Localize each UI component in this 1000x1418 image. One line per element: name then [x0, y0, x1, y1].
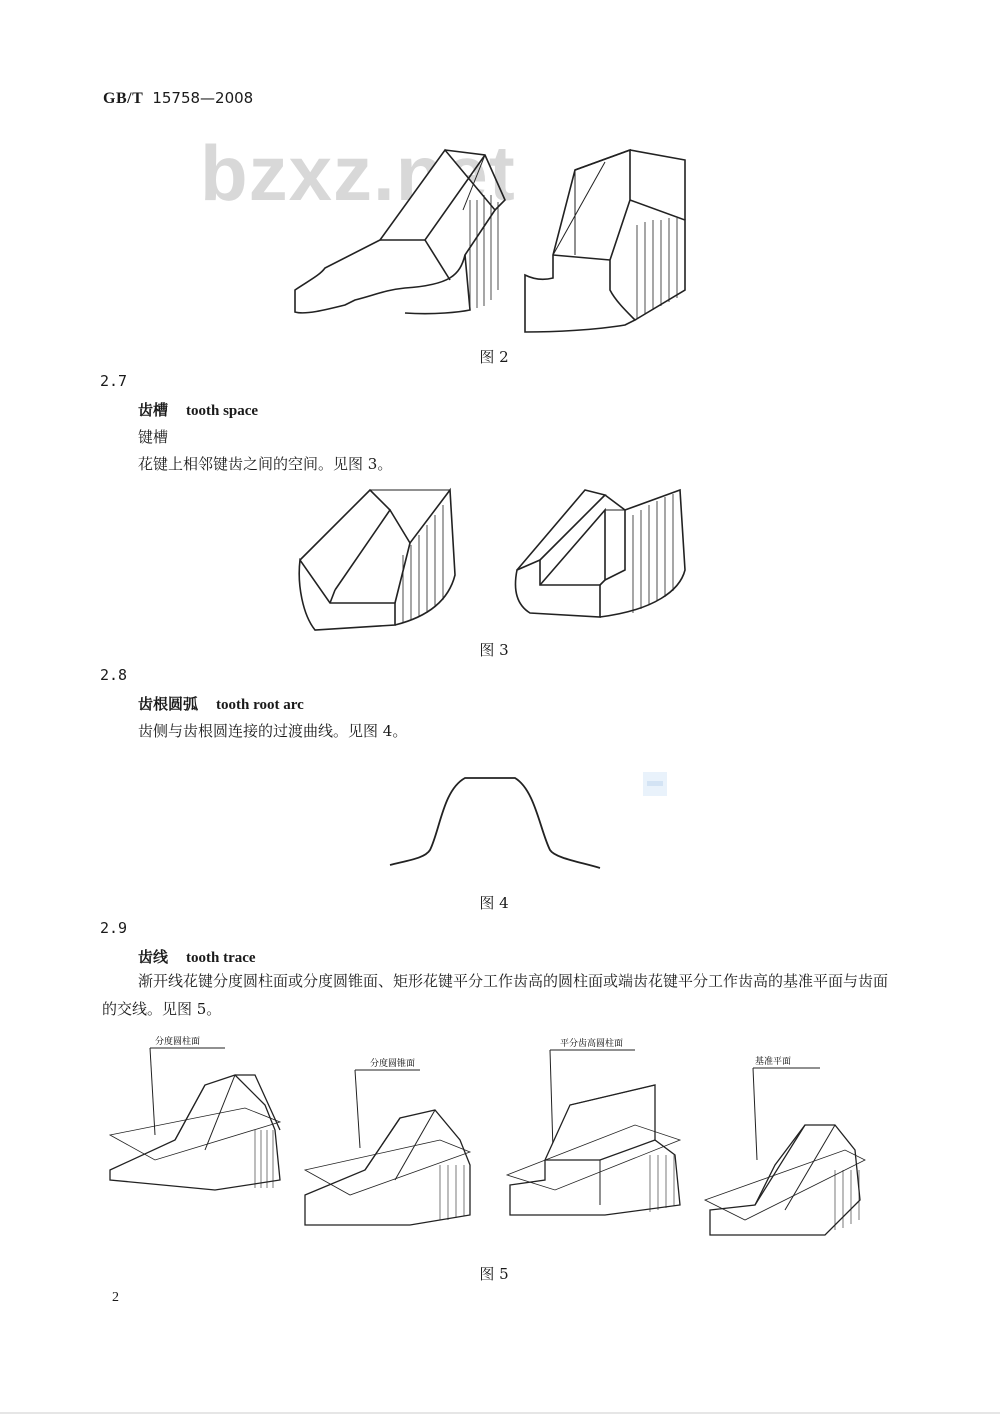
- term-zh: 齿线: [138, 948, 169, 966]
- figure-5-panel-4: [705, 1068, 865, 1235]
- term-zh: 齿槽: [138, 401, 169, 419]
- section-2-7-synonym: 键槽: [138, 428, 169, 446]
- section-2-9-definition: 渐开线花键分度圆柱面或分度圆锥面、矩形花键平分工作齿高的圆柱面或端齿花键平分工作齿高的基准平面与齿面的交线。见图 5。: [102, 972, 889, 1018]
- tooth-root-arc-curve: [390, 778, 600, 868]
- figure-4-caption: 图 4: [479, 894, 509, 912]
- figure-5-panel-1: [110, 1048, 280, 1190]
- section-2-8-number: 2.8: [100, 666, 128, 684]
- figure-2-caption: 图 2: [479, 348, 509, 366]
- figure-5-label-4: 基准平面: [755, 1057, 792, 1067]
- document-header: [103, 88, 253, 108]
- decorative-mark: [647, 781, 663, 786]
- figure-3-v-space: [299, 490, 455, 630]
- term-zh: 齿根圆弧: [138, 695, 199, 713]
- section-2-7-term: [138, 399, 258, 420]
- figure-2-illustration: [285, 140, 705, 340]
- section-2-8-definition: 齿侧与齿根圆连接的过渡曲线。见图 4。: [138, 722, 408, 740]
- section-2-9-term: [138, 946, 256, 967]
- section-2-9-number: 2.9: [100, 919, 128, 937]
- term-en: tooth space: [186, 403, 259, 419]
- term-en: tooth trace: [186, 950, 256, 966]
- figure-2-involute-tooth: [295, 150, 505, 314]
- standard-code: GB/T: [103, 90, 144, 107]
- page-number: 2: [112, 1290, 119, 1305]
- standard-number: 15758—2008: [152, 89, 254, 107]
- section-2-7-definition: 花键上相邻键齿之间的空间。见图 3。: [138, 455, 393, 473]
- section-2-7-number: 2.7: [100, 372, 128, 390]
- figure-3-illustration: [295, 485, 695, 635]
- figure-2-rectangular-tooth: [525, 150, 685, 332]
- term-en: tooth root arc: [216, 697, 304, 713]
- figure-5-panel-3: [507, 1050, 680, 1215]
- figure-3-caption: 图 3: [479, 641, 509, 659]
- figure-5-caption: 图 5: [479, 1265, 509, 1283]
- figure-4-illustration: [385, 770, 675, 880]
- figure-3-rect-space: [516, 490, 685, 617]
- figure-5-illustration: [105, 1030, 875, 1255]
- figure-5-label-2: 分度圆锥面: [370, 1059, 416, 1069]
- figure-5-label-1: 分度圆柱面: [155, 1037, 201, 1047]
- figure-5-panel-2: [305, 1070, 470, 1225]
- figure-5-label-3: 平分齿高圆柱面: [560, 1039, 624, 1049]
- section-2-8-term: [138, 693, 304, 714]
- watermark: bzxz.net: [200, 129, 516, 217]
- page-bottom-border: [0, 1412, 1000, 1414]
